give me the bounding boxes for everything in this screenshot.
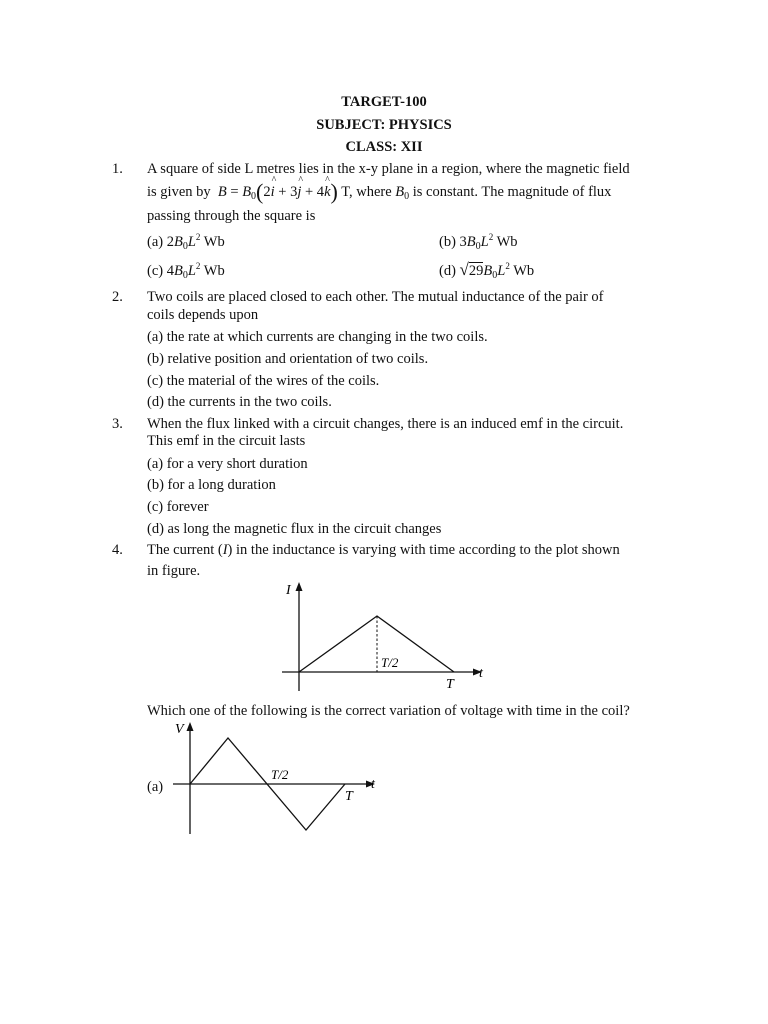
- subject-heading: SUBJECT: PHYSICS: [316, 117, 452, 133]
- question-3-line-1: When the flux linked with a circuit changes, there is an induced emf in the circuit.: [147, 416, 624, 432]
- question-1-line-2: [147, 179, 657, 204]
- option-unit: Wb: [203, 263, 225, 279]
- option-label: (b): [439, 234, 456, 250]
- half-period-label: T/2: [271, 767, 289, 782]
- period-label: T: [446, 677, 454, 692]
- class-heading: CLASS: XII: [345, 139, 423, 155]
- question-4-line-1-suffix: in the inductance is varying with time according to the plot shown: [236, 542, 620, 558]
- y-axis-label: V: [175, 722, 184, 737]
- option-label: (a): [147, 234, 164, 250]
- question-3-option-b: (b) for a long duration: [147, 477, 276, 493]
- y-axis-arrow: [296, 582, 303, 591]
- question-2-line-2: coils depends upon: [147, 307, 259, 323]
- y-axis-arrow: [187, 722, 194, 731]
- question-2-number: 2.: [112, 289, 123, 305]
- current-symbol: (I): [217, 542, 233, 558]
- question-4-line-2: in figure.: [147, 563, 201, 579]
- question-2-option-b: (b) relative position and orientation of two coils.: [147, 351, 429, 367]
- question-4-number: 4.: [112, 542, 123, 558]
- question-4-line-1: [147, 541, 657, 559]
- current-time-graph: [270, 576, 500, 696]
- half-period-label: T/2: [381, 655, 399, 670]
- question-1-line-3: passing through the square is: [147, 208, 316, 224]
- option-coefficient: 4: [166, 263, 174, 279]
- y-axis-label: I: [286, 583, 291, 598]
- question-1-line-2-suffix: T, where: [341, 184, 392, 200]
- voltage-time-graph-option-a: [165, 718, 395, 838]
- question-2-option-a: (a) the rate at which currents are changing in the two coils.: [147, 329, 488, 345]
- question-4-prompt: Which one of the following is the correct variation of voltage with time in the coil?: [147, 703, 630, 719]
- question-1-line-2-prefix: is given by: [147, 184, 211, 200]
- x-axis-label: t: [371, 777, 375, 792]
- question-1-option-c: (c) $4B_0L^2$ Wb: [147, 261, 225, 281]
- question-3-line-2: This emf in the circuit lasts: [147, 433, 306, 449]
- question-3-option-a: (a) for a very short duration: [147, 456, 308, 472]
- option-coefficient: 3: [459, 234, 467, 250]
- option-label: (c): [147, 263, 164, 279]
- question-3-option-c: (c) forever: [147, 499, 209, 515]
- period-label: T: [345, 789, 353, 804]
- option-unit: Wb: [513, 263, 535, 279]
- question-2-option-c: (c) the material of the wires of the coils.: [147, 373, 380, 389]
- worksheet-title: TARGET-100: [341, 94, 427, 110]
- question-4-line-1-prefix: The current: [147, 542, 215, 558]
- question-2-line-1: Two coils are placed closed to each other. The mutual inductance of the pair of: [147, 289, 604, 305]
- square-root-symbol: √29: [459, 260, 484, 279]
- x-axis-label: t: [479, 666, 483, 681]
- question-1-option-a: (a) $2B_0L^2$ Wb: [147, 232, 225, 252]
- question-1-line-1: A square of side L metres lies in the x-y plane in a region, where the magnetic field: [147, 161, 630, 177]
- question-1-line-2-end: is constant. The magnitude of flux: [412, 184, 612, 200]
- option-unit: Wb: [203, 234, 225, 250]
- question-1-option-b: (b) $3B_0L^2$ Wb: [439, 232, 518, 252]
- question-2-option-d: (d) the currents in the two coils.: [147, 394, 332, 410]
- option-unit: Wb: [496, 234, 518, 250]
- question-3-option-d: (d) as long the magnetic flux in the circuit changes: [147, 521, 442, 537]
- question-1-option-d: (d) $√29B_0L^2$ Wb: [439, 260, 535, 281]
- option-coefficient: 2: [166, 234, 174, 250]
- option-label: (d): [439, 263, 456, 279]
- b0-symbol: $B_0$: [395, 184, 410, 202]
- option-coefficient: 29: [468, 263, 484, 279]
- magnetic-field-formula: $B = B_0(2i$ ^ + 3j ^ + 4k ^): [214, 184, 338, 200]
- question-3-number: 3.: [112, 416, 123, 432]
- question-4-option-a-label: (a): [147, 779, 164, 795]
- question-1-number: 1.: [112, 161, 123, 177]
